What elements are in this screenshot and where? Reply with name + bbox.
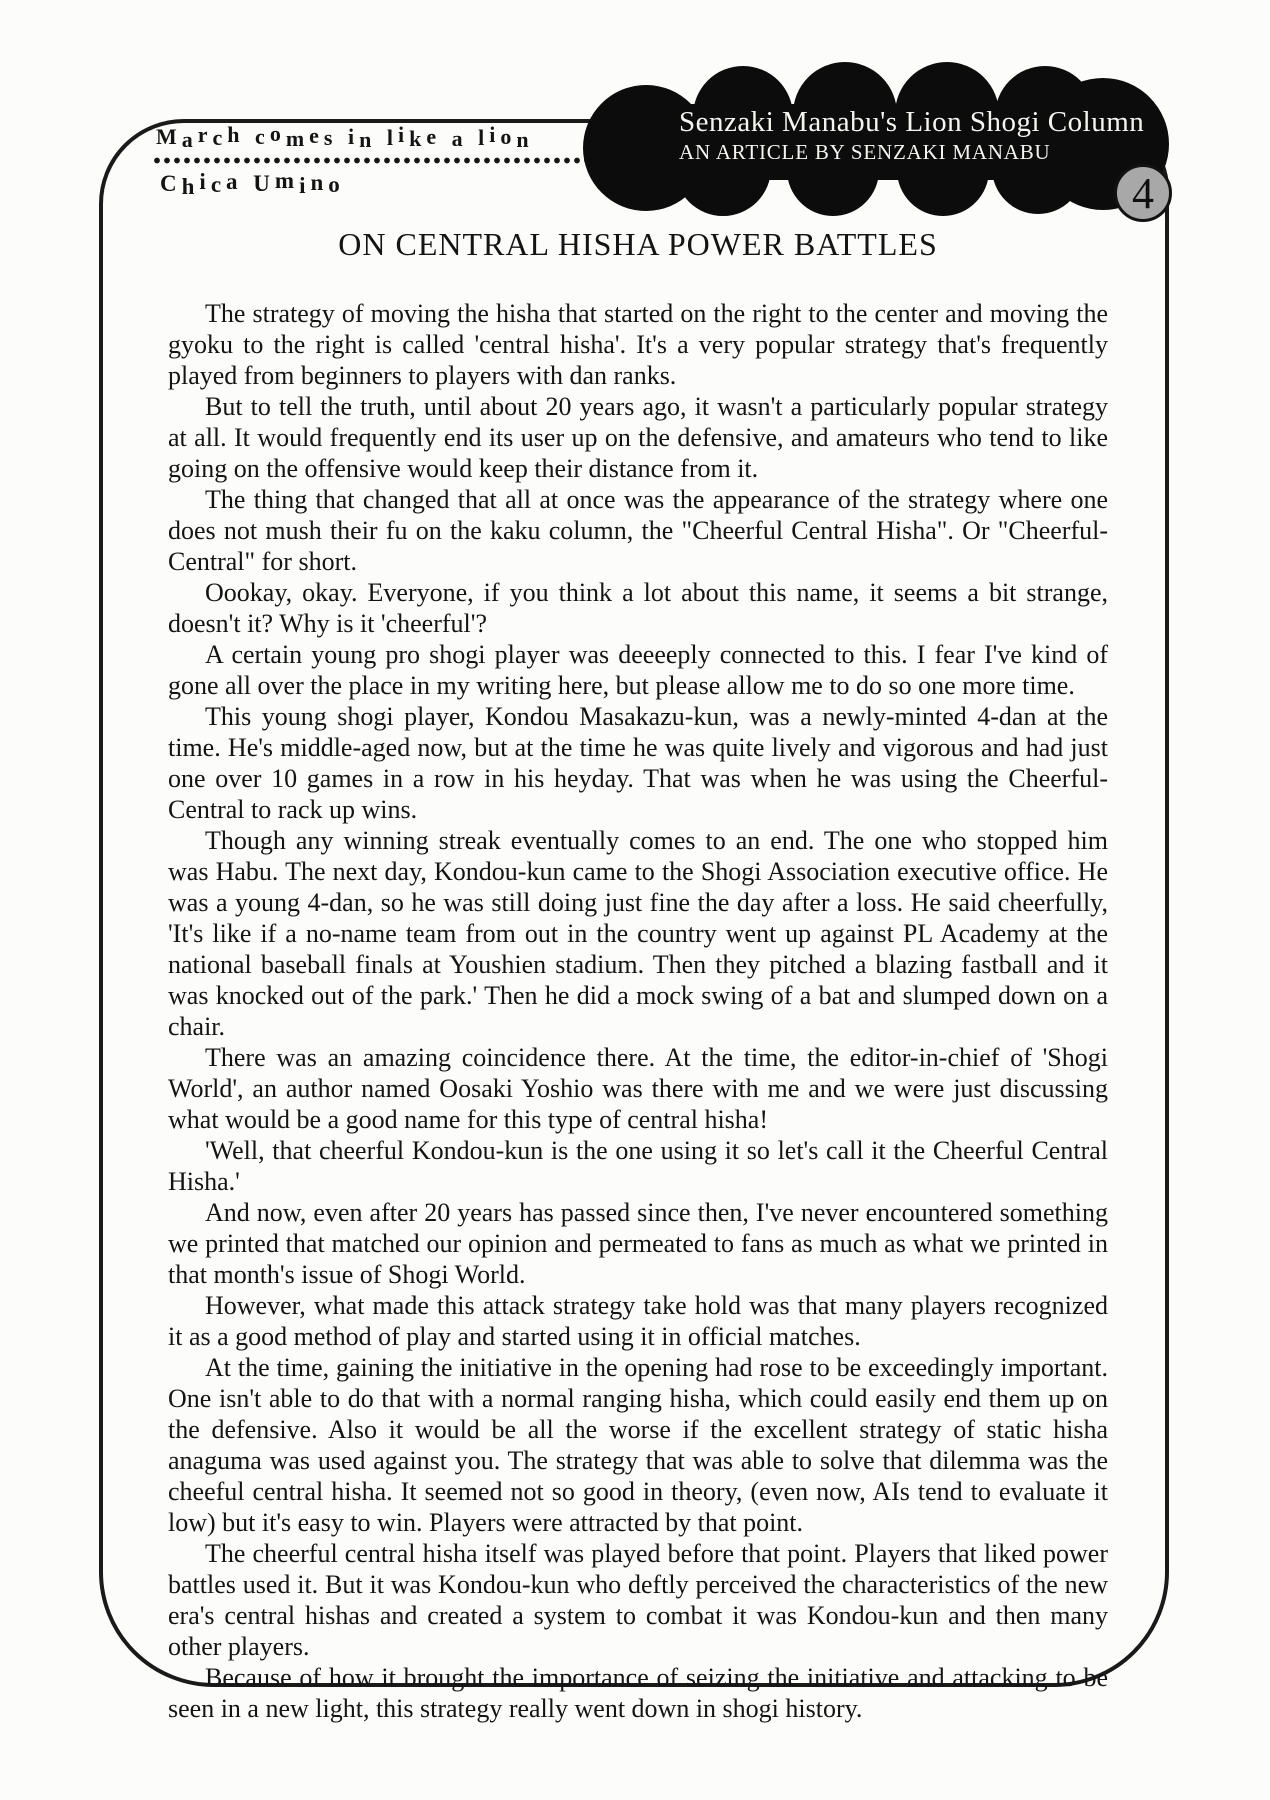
series-author: Chica Umino xyxy=(160,168,345,199)
column-header-badge xyxy=(583,60,1173,218)
installment-number-badge xyxy=(1114,164,1172,222)
installment-number: 4 xyxy=(1132,168,1154,218)
series-title: March comes in like a lion xyxy=(156,121,534,152)
article-paragraph: Oookay, okay. Everyone, if you think a lot about this name, it seems a bit strange, doesn't it? Why is it 'cheerful'? xyxy=(168,578,1108,638)
article-paragraph: A certain young pro shogi player was deeeeply connected to this. I fear I've kind of gone all over the place in my writing here, but please allow me to do so one more time. xyxy=(168,640,1108,700)
article-title: ON CENTRAL HISHA POWER BATTLES xyxy=(338,226,938,262)
article-paragraph: This young shogi player, Kondou Masakazu-kun, was a newly-minted 4-dan at the time. He's middle-aged now, but at the time he was quite lively and vigorous and had just one over 10 games in a row in his heyday. That was when he was using the Cheerful-Central to rack up wins. xyxy=(168,702,1108,824)
article-paragraph: The strategy of moving the hisha that started on the right to the center and moving the gyoku to the right is called 'central hisha'. It's a very popular strategy that's frequently played from beginners to players with dan ranks. xyxy=(168,299,1108,390)
article-paragraph: Because of how it brought the importance of seizing the initiative and attacking to be seen in a new light, this strategy really went down in shogi history. xyxy=(168,1663,1108,1723)
article-paragraph: The thing that changed that all at once was the appearance of the strategy where one does not mush their fu on the kaku column, the "Cheerful Central Hisha". Or "Cheerful-Central" for short. xyxy=(168,485,1108,576)
column-header-text xyxy=(679,108,1159,163)
article-paragraph: However, what made this attack strategy take hold was that many players recognized it as a good method of play and started using it in official matches. xyxy=(168,1291,1108,1351)
article-body xyxy=(168,226,1108,1724)
article-paragraph: 'Well, that cheerful Kondou-kun is the one using it so let's call it the Cheerful Central Hisha.' xyxy=(168,1136,1108,1196)
article-paragraph: Though any winning streak eventually comes to an end. The one who stopped him was Habu. The next day, Kondou-kun came to the Shogi Association executive office. He was a young 4-dan, so he was still doing just fine the day after a loss. He said cheerfully, 'It's like if a no-name team from out in the country went up against PL Academy at the national baseball finals at Youshien stadium. Then they pitched a blazing fastball and it was knocked out of the park.' Then he did a mock swing of a bat and slumped down on a chair. xyxy=(168,826,1108,1041)
column-byline: AN ARTICLE BY SENZAKI MANABU xyxy=(679,140,1051,164)
column-title: Senzaki Manabu's Lion Shogi Column xyxy=(679,106,1145,138)
article-paragraph: At the time, gaining the initiative in the opening had rose to be exceedingly important. One isn't able to do that with a normal ranging hisha, which could easily end them up on the defensive. Also it would be all the worse if the excellent strategy of static hisha anaguma was used against you. The strategy that was able to solve that dilemma was the cheeful central hisha. It seemed not so good in theory, (even now, AIs tend to evaluate it low) but it's easy to win. Players were attracted by that point. xyxy=(168,1353,1108,1537)
article-paragraph: But to tell the truth, until about 20 years ago, it wasn't a particularly popular strategy at all. It would frequently end its user up on the defensive, and amateurs who tend to like going on the offensive would keep their distance from it. xyxy=(168,392,1108,483)
article-paragraphs xyxy=(168,298,1108,1724)
article-paragraph: The cheerful central hisha itself was played before that point. Players that liked power battles used it. But it was Kondou-kun who deftly perceived the characteristics of the new era's central hishas and created a system to combat it was Kondou-kun and then many other players. xyxy=(168,1539,1108,1661)
article-paragraph: There was an amazing coincidence there. At the time, the editor-in-chief of 'Shogi World', an author named Oosaki Yoshio was there with me and we were just discussing what would be a good name for this type of central hisha! xyxy=(168,1043,1108,1134)
article-paragraph: And now, even after 20 years has passed since then, I've never encountered something we printed that matched our opinion and permeated to fans as much as what we printed in that month's issue of Shogi World. xyxy=(168,1198,1108,1289)
